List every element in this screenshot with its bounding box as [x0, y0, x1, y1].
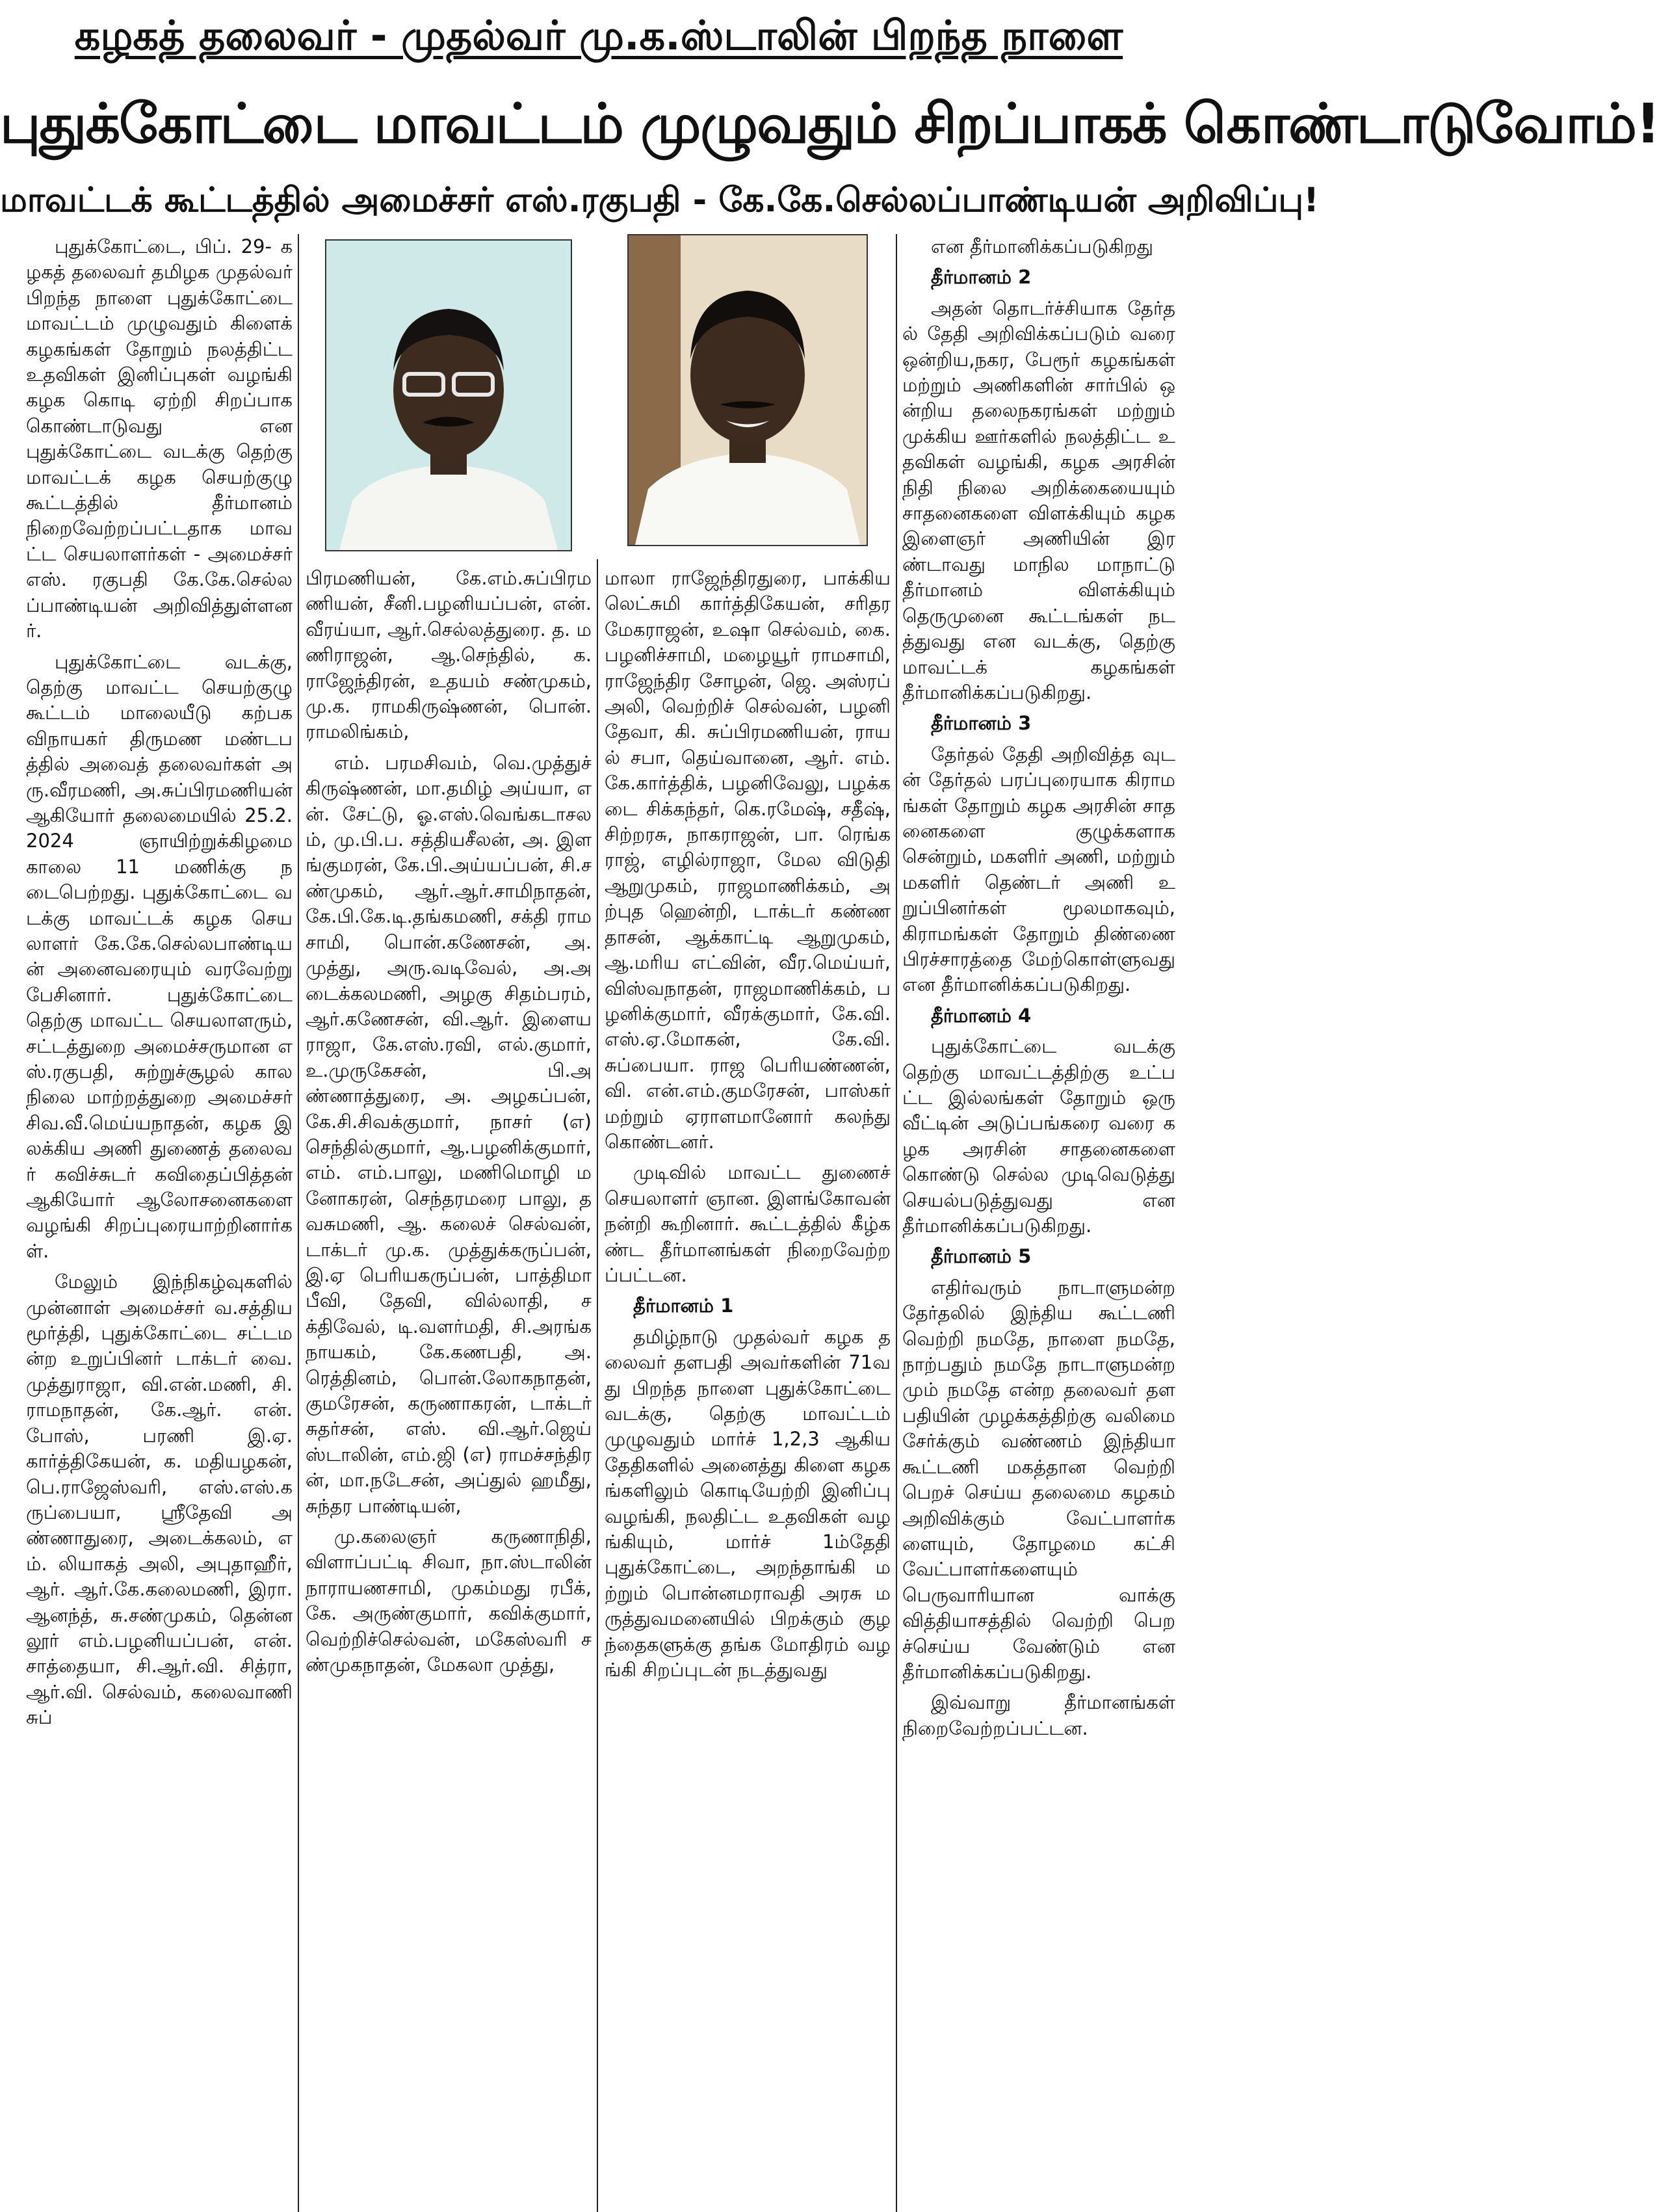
column-2: [306, 566, 592, 2212]
resolution-heading: தீர்மானம் 3: [931, 712, 1032, 735]
paragraph: அதன் தொடர்ச்சியாக தேர்தல் தேதி அறிவிக்கப்படும் வரை ஒன்றிய,நகர, பேரூர் கழகங்கள் மற்றும் அணிகளின் சார்பில் ஒன்றிய தலைநகரங்கள் மற்றும் முக்கிய ஊர்களில் நலத்திட்ட உதவிகள் வழங்கி, கழக அரசின் நிதி நிலை அறிக்கையையும் சாதனைகளை விளக்கியும் கழக இளைஞர் அணியின் இரண்டாவது மாநில மாநாட்டு தீர்மானம் விளக்கியும் தெருமுனை கூட்டங்கள் நடத்துவது என வடக்கு, தெற்கு மாவட்டக் கழகங்கள் தீர்மானிக்கப்படுகிறது.: [902, 296, 1175, 704]
column-divider: [298, 234, 299, 2212]
column-3: [605, 566, 891, 2212]
paragraph: மு.கலைஞர் கருணாநிதி, விளாப்பட்டி சிவா, நா.ஸ்டாலின் நாராயணசாமி, முகம்மது ரபீக், கே. அருண்குமார், கவிக்குமார், வெற்றிச்செல்வன், மகேஸ்வரி சண்முகநாதன், மேகலா முத்து,: [306, 1525, 592, 1676]
resolution-heading: தீர்மானம் 1: [633, 1295, 734, 1317]
paragraph: மேலும் இந்நிகழ்வுகளில் முன்னாள் அமைச்சர் வ.சத்தியமூர்த்தி, புதுக்கோட்டை சட்டமன்ற உறுப்பினர் டாக்டர் வை. முத்துராஜா, வி.என்.மணி, சி.ராமநாதன், கே.ஆர். என்.போஸ், பரணி இ.ஏ. கார்த்திகேயன், க. மதியழகன், பெ.ராஜேஸ்வரி, எஸ்.எஸ்.கருப்பையா, ஸ்ரீதேவி அண்ணாதுரை, அடைக்கலம், எம். லியாகத் அலி, அபுதாஹீர், ஆர். ஆர்.கே.கலைமணி, இரா. ஆனந்த், சு.சண்முகம், தென்னலூர் எம்.பழனியப்பன், என்.சாத்தையா, சி.ஆர்.வி. சித்ரா, ஆர்.வி. செல்வம், கலைவாணி சுப்: [26, 1271, 293, 1729]
paragraph: தேர்தல் தேதி அறிவித்த வுடன் தேர்தல் பரப்புரையாக கிராமங்கள் தோறும் கழக அரசின் சாதனைகளை குழுக்களாக சென்றும், மகளிர் அணி, மற்றும் மகளிர் தெண்டர் அணி உறுப்பினர்கள் மூலமாகவும், கிராமங்கள் தோறும் திண்ணை பிரச்சாரத்தை மேற்கொள்ளுவது என தீர்மானிக்கப்படுகிறது.: [902, 743, 1175, 996]
kicker-headline: கழகத் தலைவர் - முதல்வர் மு.க.ஸ்டாலின் பிறந்த நாளை: [74, 12, 1123, 59]
resolution-heading: தீர்மானம் 2: [931, 266, 1032, 289]
resolution-heading: தீர்மானம் 4: [931, 1004, 1032, 1027]
paragraph: என தீர்மானிக்கப்படுகிறது: [931, 235, 1153, 257]
paragraph: இவ்வாறு தீர்மானங்கள் நிறைவேற்றப்பட்டன.: [902, 1691, 1175, 1739]
paragraph: புதுக்கோட்டை வடக்கு, தெற்கு மாவட்ட செயற்குழு கூட்டம் மாலையீடு கற்பக விநாயகர் திருமண மண்டபத்தில் அவைத் தலைவர்கள் அரு.வீரமணி, அ.சுப்பிரமணியன் ஆகியோர் தலைமையில் 25.2.2024 ஞாயிற்றுக்கிழமை காலை 11 மணிக்கு நடைபெற்றது. புதுக்கோட்டை வடக்கு மாவட்டக் கழக செயலாளர் கே.கே.செல்லபாண்டியன் அனைவரையும் வரவேற்று பேசினார். புதுக்கோட்டை தெற்கு மாவட்ட செயலாளரும், சட்டத்துறை அமைச்சருமான எஸ்.ரகுபதி, சுற்றுச்சூழல் காலநிலை மாற்றத்துறை அமைச்சர் சிவ.வீ.மெய்யநாதன், கழக இலக்கிய அணி துணைத் தலைவர் கவிச்சுடர் கவிதைப்பித்தன் ஆகியோர் ஆலோசனைகளை வழங்கி சிறப்புரையாற்றினார்கள்.: [26, 650, 293, 1262]
paragraph: பிரமணியன், கே.எம்.சுப்பிரமணியன், சீனி.பழனியப்பன், என். வீரய்யா, ஆர்.செல்லத்துரை. த. மணிராஜன், ஆ.செந்தில், க. ராஜேந்திரன், உதயம் சண்முகம், மு.க. ராமகிருஷ்ணன், பொன்.ராமலிங்கம்,: [306, 567, 592, 743]
person-portrait-icon: [326, 241, 571, 550]
paragraph: புதுக்கோட்டை, பிப். 29- கழகத் தலைவர் தமிழக முதல்வர் பிறந்த நாளை புதுக்கோட்டை மாவட்டம் முழுவதும் கிளைக் கழகங்கள் தோறும் நலத்திட்ட உதவிகள் இனிப்புகள் வழங்கி கழக கொடி ஏற்றி சிறப்பாக கொண்டாடுவது என புதுக்கோட்டை வடக்கு தெற்கு மாவட்டக் கழக செயற்குழு கூட்டத்தில் தீர்மானம் நிறைவேற்றப்பட்டதாக மாவட்ட செயலாளர்கள் - அமைச்சர் எஸ். ரகுபதி கே.கே.செல்லப்பாண்டியன் அறிவித்துள்ளனர்.: [26, 235, 293, 642]
column-divider: [896, 234, 897, 2212]
resolution-heading: தீர்மானம் 5: [931, 1245, 1032, 1268]
paragraph: எம். பரமசிவம், வெ.முத்துச் கிருஷ்ணன், மா.தமிழ் அய்யா, என். சேட்டு, ஓ.எஸ்.வெங்கடாசலம், மு.பி.ப. சத்தியசீலன், அ. இளங்குமரன், கே.பி.அய்யப்பன், சி.சண்முகம், ஆர்.ஆர்.சாமிநாதன், கே.பி.கே.டி.தங்கமணி, சக்தி ராமசாமி, பொன்.கணேசன், அ.முத்து, அரு.வடிவேல், அ.அடைக்கலமணி, அழகு சிதம்பரம், ஆர்.கணேசன், வி.ஆர். இளையராஜா, கே.எஸ்.ரவி, எல்.குமார், உ.முருகேசன், பி.அண்ணாத்துரை, அ. அழகப்பன், கே.சி.சிவக்குமார், நாசர் (எ) செந்தில்குமார், ஆ.பழனிக்குமார், எம். எம்.பாலு, மணிமொழி மனோகரன், செந்தரமரை பாலு, தவசுமணி, ஆ. கலைச் செல்வன், டாக்டர் மு.க. முத்துக்கருப்பன், இ.ஏ பெரியகருப்பன், பாத்திமா பீவி, தேவி, வில்லாதி, சக்திவேல், டி.வளர்மதி, சி.அரங்கநாயகம், கே.கணபதி, அ. ரெத்தினம், பொன்.லோகநாதன், குமரேசன், கருணாகரன், டாக்டர் சுதர்சன், எஸ். வி.ஆர்.ஜெய் ஸ்டாலின், எம்.ஜி (எ) ராமச்சந்திரன், மா.நடேசன், அப்துல் ஹமீது, சுந்தர பாண்டியன்,: [306, 751, 592, 1517]
paragraph: எதிர்வரும் நாடாளுமன்ற தேர்தலில் இந்திய கூட்டணி வெற்றி நமதே, நாளை நமதே, நாற்பதும் நமதே நாடாளுமன்றமும் நமதே என்ற தலைவர் தளபதியின் முழக்கத்திற்கு வலிமை சேர்க்கும் வண்ணம் இந்தியா கூட்டணி மகத்தான வெற்றி பெறச் செய்ய தலைமை கழகம் அறிவிக்கும் வேட்பாளர்களையும், தோழமை கட்சி வேட்பாளர்களையும் பெருவாரியான வாக்கு வித்தியாசத்தில் வெற்றி பெறச்செய்ய வேண்டும் என தீர்மானிக்கப்படுகிறது.: [902, 1276, 1175, 1683]
paragraph: மாலா ராஜேந்திரதுரை, பாக்கிய லெட்சுமி கார்த்திகேயன், சரிதர மேகராஜன், உஷா செல்வம், கை. பழனிச்சாமி, மழையூர் ராமசாமி, ராஜேந்திர சோழன், ஜெ. அஸ்ரப் அலி, வெற்றிச் செல்வன், பழனி தேவா, கி. சுப்பிரமணியன், ராயல் சபா, தெய்வானை, ஆர். எம்.கே.கார்த்திக், பழனிவேலு, பழக்கடை சிக்கந்தர், கெ.ரமேஷ், சதீஷ், சிற்றரசு, நாகராஜன், பா. ரெங்கராஜ், எழில்ராஜா, மேல விடுதி ஆறுமுகம், ராஜமாணிக்கம், அற்புத ஹென்றி, டாக்டர் கண்ணதாசன், ஆக்காட்டி ஆறுமுகம், ஆ.மரிய எட்வின், வீர.மெய்யர், விஸ்வநாதன், ராஜமாணிக்கம், பழனிக்குமார், வீரக்குமார், கே.வி. எஸ்.ஏ.மோகன், கே.வி. சுப்பையா. ராஜ பெரியண்ணன், வி. என்.எம்.குமரேசன், பாஸ்கர் மற்றும் ஏராளமானோர் கலந்து கொண்டனர்.: [605, 567, 891, 1153]
portrait-photo-left: [325, 239, 572, 551]
paragraph: முடிவில் மாவட்ட துணைச் செயலாளர் ஞான. இளங்கோவன் நன்றி கூறினார். கூட்டத்தில் கீழ்கண்ட தீர்மானங்கள் நிறைவேற்றப்பட்டன.: [605, 1161, 891, 1286]
paragraph: தமிழ்நாடு முதல்வர் கழக தலைவர் தளபதி அவர்களின் 71வது பிறந்த நாளை புதுக்கோட்டை வடக்கு, தெற்கு மாவட்டம் முழுவதும் மார்ச் 1,2,3 ஆகிய தேதிகளில் அனைத்து கிளை கழகங்களிலும் கொடியேற்றி இனிப்பு வழங்கி, நலதிட்ட உதவிகள் வழங்கியும், மார்ச் 1ம்தேதி புதுக்கோட்டை, அறந்தாங்கி மற்றும் பொன்னமராவதி அரசு மருத்துவமனையில் பிறக்கும் குழந்தைகளுக்கு தங்க மோதிரம் வழங்கி சிறப்புடன் நடத்துவது: [605, 1325, 891, 1681]
sub-headline: மாவட்டக் கூட்டத்தில் அமைச்சர் எஸ்.ரகுபதி - கே.கே.செல்லப்பாண்டியன் அறிவிப்பு!: [0, 181, 1319, 220]
column-divider: [597, 559, 598, 2212]
paragraph: புதுக்கோட்டை வடக்கு தெற்கு மாவட்டத்திற்கு உட்பட்ட இல்லங்கள் தோறும் ஒரு வீட்டின் அடுப்பங்கரை வரை கழக அரசின் சாதனைகளை கொண்டு செல்ல முடிவெடுத்து செயல்படுத்துவது என தீர்மானிக்கப்படுகிறது.: [902, 1035, 1175, 1237]
column-1: [26, 234, 293, 2212]
column-4: [902, 234, 1175, 2212]
main-headline: புதுக்கோட்டை மாவட்டம் முழுவதும் சிறப்பாகக் கொண்டாடுவோம்!: [0, 92, 1659, 155]
person-portrait-icon: [629, 235, 867, 545]
portrait-photo-right: [627, 234, 868, 546]
